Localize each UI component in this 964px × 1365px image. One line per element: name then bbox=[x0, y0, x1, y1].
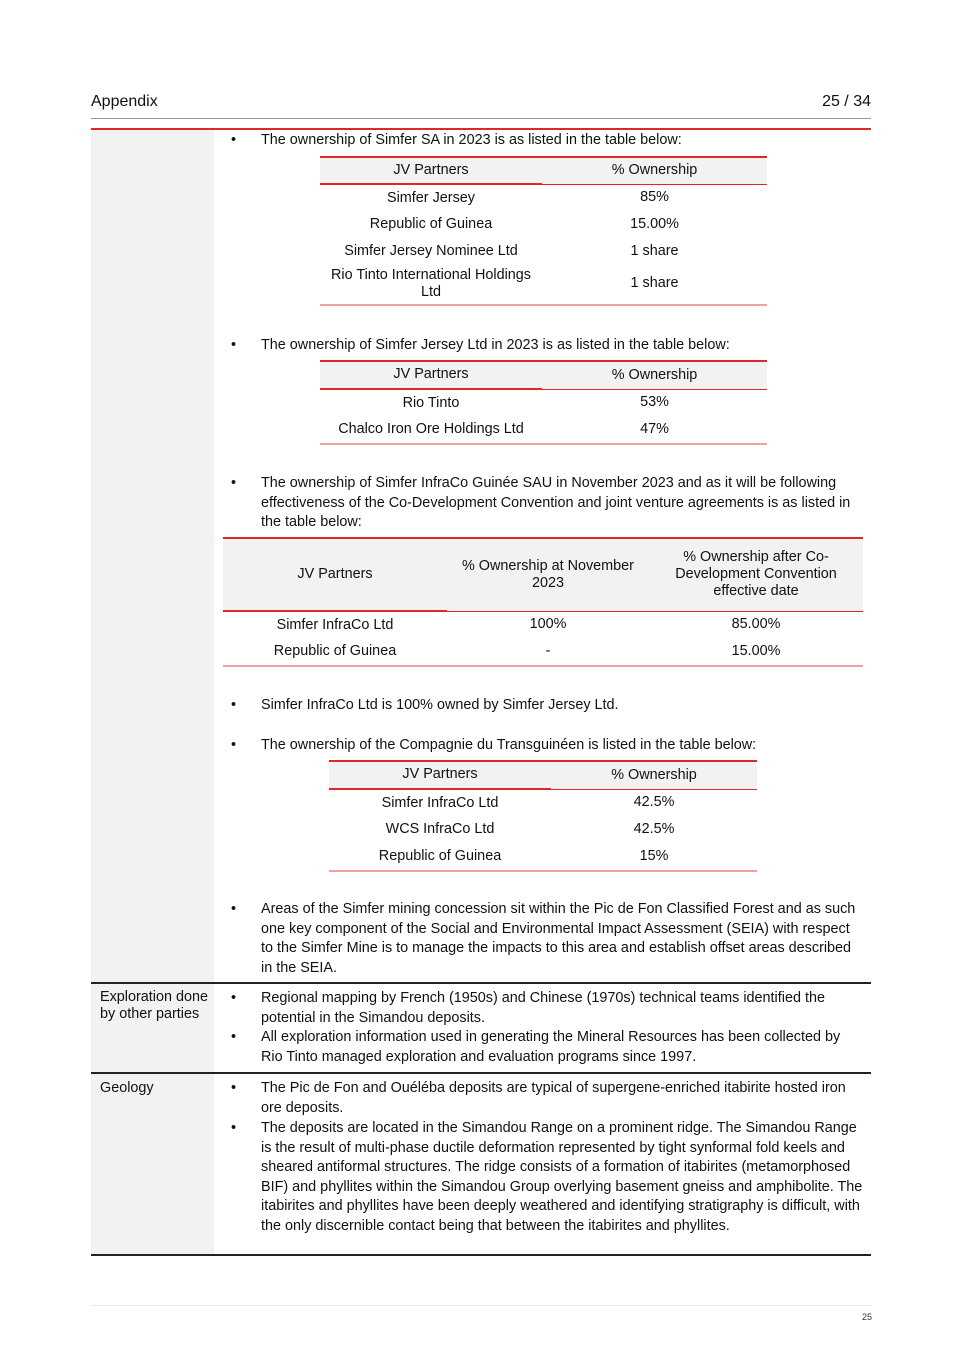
header-title: Appendix bbox=[91, 93, 158, 110]
paragraph: Areas of the Simfer mining concession sit within the Pic de Fon Classified Forest and as such one key component of the Social and Environmental Impact Assessment (SEIA) with respect to the Simfer Mine is to manage the impacts to this area and establish offset areas described in the SEIA. bbox=[261, 901, 856, 976]
column-header: % Ownership bbox=[542, 157, 767, 184]
paragraph: The ownership of Simfer SA in 2023 is as listed in the table below: bbox=[261, 132, 682, 148]
column-header: JV Partners bbox=[320, 361, 542, 389]
table-cell: Chalco Iron Ore Holdings Ltd bbox=[338, 421, 524, 437]
bullet-icon: • bbox=[231, 737, 237, 753]
table-cell: Republic of Guinea bbox=[273, 643, 397, 659]
bullet-icon: • bbox=[231, 1080, 237, 1096]
paragraph: The deposits are located in the Simandou Range on a prominent ridge. The Simandou Range is the result of multi-phase ductile deformation represented by tight synformal fold keels and sheared antiformal structures. The ridge consists of a formation of itabirites (metamorphosed BIF) and phyllites within the Simandou Group overlying basement gneiss and amphibolite. The itabirites and phyllites have been deeply weathered and identifying stratigraphy is difficult, with the only discernible contact being that between the itabirites and phyllites. bbox=[261, 1120, 863, 1234]
paragraph: The ownership of the Compagnie du Transguinéen is listed in the table below: bbox=[261, 737, 757, 753]
row-divider bbox=[91, 982, 871, 984]
paragraph: The ownership of Simfer InfraCo Guinée SAU in November 2023 and as it will be following effectiveness of the Co-Development Convention and joint venture agreements is as listed in the table below: bbox=[261, 475, 851, 530]
table-cell: 15.00% bbox=[731, 643, 781, 659]
row-divider bbox=[91, 1254, 871, 1256]
bullet-icon: • bbox=[231, 697, 237, 713]
ownership-table-infraco-guinee bbox=[223, 537, 863, 667]
section-label-cell bbox=[91, 1074, 214, 1255]
column-header: % Ownership bbox=[542, 361, 767, 389]
column-header: JV Partners bbox=[223, 538, 447, 611]
table-cell: 85.00% bbox=[731, 616, 781, 633]
table-cell: 85% bbox=[640, 189, 669, 206]
paragraph: Regional mapping by French (1950s) and Chinese (1970s) technical teams identified the potential in the Simandou deposits. bbox=[261, 990, 825, 1026]
bullet-icon: • bbox=[231, 990, 237, 1006]
table-cell: 42.5% bbox=[633, 794, 675, 811]
column-header: JV Partners bbox=[329, 761, 551, 789]
section-label: Geology bbox=[100, 1080, 154, 1096]
ownership-table-simfer-jersey bbox=[320, 360, 767, 445]
paragraph: Simfer InfraCo Ltd is 100% owned by Simfer Jersey Ltd. bbox=[261, 697, 619, 713]
paragraph: The Pic de Fon and Ouéléba deposits are typical of supergene-enriched itabirite hosted iron ore deposits. bbox=[261, 1080, 846, 1116]
table-cell: WCS InfraCo Ltd bbox=[385, 821, 495, 837]
table-cell: 47% bbox=[640, 421, 669, 437]
bullet-icon: • bbox=[231, 132, 237, 148]
table-cell: 15.00% bbox=[630, 216, 679, 232]
footer-divider bbox=[91, 1305, 871, 1306]
row-divider bbox=[91, 1072, 871, 1074]
table-cell: 1 share bbox=[630, 275, 679, 292]
table-cell: Rio Tinto bbox=[402, 394, 460, 411]
bullet-icon: • bbox=[231, 901, 237, 917]
ownership-table-transguineen bbox=[329, 760, 757, 872]
table-cell: 1 share bbox=[630, 242, 679, 259]
table-cell: Simfer Jersey bbox=[387, 189, 475, 206]
column-header: % Ownership bbox=[551, 761, 757, 789]
table-cell: Simfer InfraCo Ltd bbox=[276, 616, 394, 633]
table-cell: 15% bbox=[639, 847, 669, 864]
bullet-icon: • bbox=[231, 337, 237, 353]
table-cell: 53% bbox=[640, 394, 669, 411]
bullet-icon: • bbox=[231, 475, 237, 491]
column-header: JV Partners bbox=[320, 157, 542, 184]
paragraph: All exploration information used in generating the Mineral Resources has been collected by Rio Tinto managed exploration and evaluation programs since 1997. bbox=[261, 1029, 841, 1065]
table-cell: 100% bbox=[529, 616, 567, 633]
table-top-border bbox=[91, 128, 871, 130]
paragraph: The ownership of Simfer Jersey Ltd in 2023 is as listed in the table below: bbox=[261, 337, 730, 353]
header-page-number: 25 / 34 bbox=[822, 93, 871, 110]
table-cell: Rio Tinto International Holdings Ltd bbox=[331, 267, 531, 300]
column-header: % Ownership at November 2023 bbox=[447, 538, 649, 611]
table-cell: Republic of Guinea bbox=[369, 216, 493, 232]
table-cell: 42.5% bbox=[633, 821, 675, 837]
section-label-cell bbox=[91, 130, 214, 983]
section-label: Exploration done by other parties bbox=[100, 989, 209, 1022]
table-cell: Simfer Jersey Nominee Ltd bbox=[344, 242, 518, 259]
header-divider bbox=[91, 118, 871, 119]
bullet-icon: • bbox=[231, 1120, 237, 1136]
table-cell: Simfer InfraCo Ltd bbox=[381, 794, 499, 811]
bullet-icon: • bbox=[231, 1029, 237, 1045]
footer-page-number: 25 bbox=[861, 1312, 872, 1322]
column-header: % Ownership after Co-Development Convention effective date bbox=[649, 538, 863, 611]
table-cell: Republic of Guinea bbox=[378, 847, 502, 864]
ownership-table-simfer-sa bbox=[320, 156, 767, 306]
table-cell: - bbox=[545, 643, 551, 659]
